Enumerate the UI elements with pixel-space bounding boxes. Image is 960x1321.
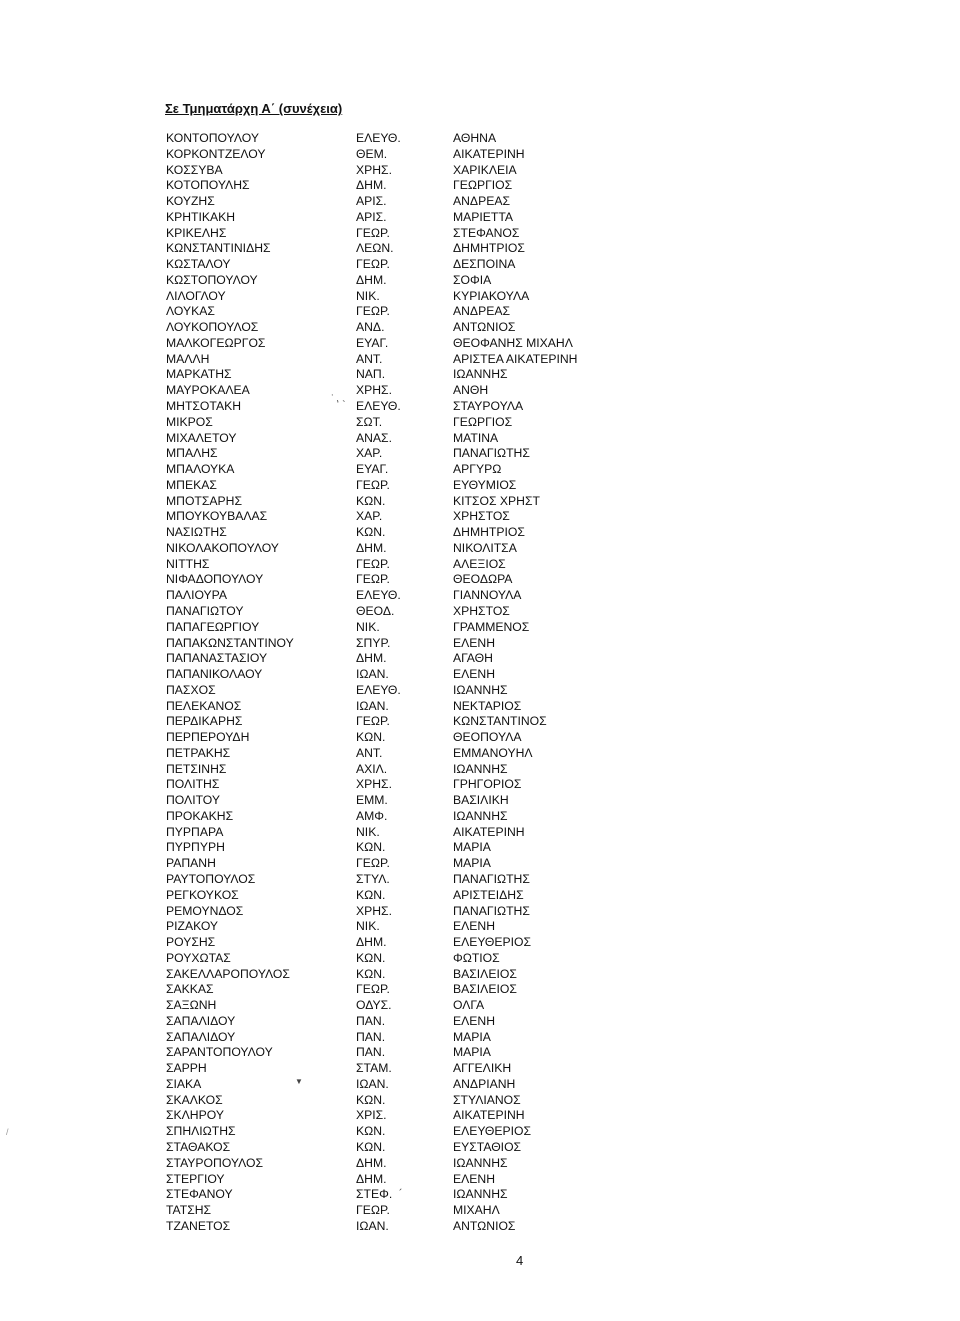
first-name-cell: ΕΛΕΥΘΕΡΙΟΣ [453, 935, 531, 950]
surname-cell: ΜΙΧΑΛΕΤΟΥ [166, 430, 237, 445]
first-name-cell: ΑΝΔΡΕΑΣ [453, 304, 510, 319]
first-name-cell: ΑΘΗΝΑ [453, 131, 497, 145]
surname-cell: ΣΑΡΡΗ [166, 1061, 207, 1076]
first-name-cell: ΕΛΕΥΘΕΡΙΟΣ [453, 1124, 531, 1139]
list-item [0, 1030, 960, 1046]
first-name-cell: ΑΝΔΡΙΑΝΗ [453, 1076, 516, 1091]
father-name-cell: ΑΡΙΣ. [356, 209, 387, 224]
list-item [0, 178, 960, 194]
list-item [0, 446, 960, 462]
list-item [0, 636, 960, 652]
father-name-cell: ΓΕΩΡ. [356, 556, 390, 571]
list-item [0, 604, 960, 620]
first-name-cell: ΑΝΘΗ [453, 383, 489, 398]
list-item [0, 1108, 960, 1124]
father-name-cell: ΑΝΤ. [356, 351, 383, 366]
father-name-cell: ΔΗΜ. [356, 1155, 387, 1170]
list-item [0, 919, 960, 935]
list-item [0, 793, 960, 809]
list-item [0, 509, 960, 525]
father-name-cell: ΛΕΩΝ. [356, 241, 394, 256]
father-name-cell: ΚΩΝ. [356, 1124, 386, 1139]
first-name-cell: ΚΥΡΙΑΚΟΥΛΑ [453, 288, 530, 303]
first-name-cell: ΓΕΩΡΓΙΟΣ [453, 178, 513, 193]
first-name-cell: ΑΝΤΩΝΙΟΣ [453, 320, 516, 335]
list-item [0, 525, 960, 541]
list-item [0, 746, 960, 762]
list-item [0, 226, 960, 242]
surname-cell: ΝΙΤΤΗΣ [166, 556, 210, 571]
surname-cell: ΡΟΥΣΗΣ [166, 935, 216, 950]
list-item [0, 210, 960, 226]
surname-cell: ΤΑΤΣΗΣ [166, 1203, 212, 1218]
list-item [0, 699, 960, 715]
list-item [0, 1045, 960, 1061]
father-name-cell: ΣΤΕΦ. [356, 1187, 393, 1202]
list-item [0, 1077, 960, 1093]
surname-cell: ΣΤΕΦΑΝΟΥ [166, 1187, 233, 1202]
surname-cell: ΜΠΑΛΗΣ [166, 446, 218, 461]
list-item [0, 352, 960, 368]
surname-cell: ΠΑΣΧΟΣ [166, 682, 216, 697]
first-name-cell: ΘΕΟΦΑΝΗΣ ΜΙΧΑΗΛ [453, 335, 573, 350]
first-name-cell: ΑΡΓΥΡΩ [453, 462, 502, 477]
father-name-cell: ΚΩΝ. [356, 1092, 386, 1107]
first-name-cell: ΟΛΓΑ [453, 998, 485, 1013]
surname-cell: ΣΚΑΛΚΟΣ [166, 1092, 223, 1107]
father-name-cell: ΑΜΦ. [356, 808, 388, 823]
first-name-cell: ΔΗΜΗΤΡΙΟΣ [453, 241, 525, 256]
surname-cell: ΛΙΛΟΓΛΟΥ [166, 288, 226, 303]
father-name-cell: ΚΩΝ. [356, 966, 386, 981]
first-name-cell: ΑΙΚΑΤΕΡΙΝΗ [453, 146, 525, 161]
father-name-cell: ΚΩΝ. [356, 887, 386, 902]
surname-cell: ΜΠΟΥΚΟΥΒΑΛΑΣ [166, 509, 268, 524]
first-name-cell: ΓΙΑΝΝΟΥΛΑ [453, 588, 522, 603]
list-item [0, 872, 960, 888]
surname-cell: ΛΟΥΚΟΠΟΥΛΟΣ [166, 320, 259, 335]
section-heading: Σε Τμηματάρχη Α΄ (συνέχεια) [165, 101, 343, 116]
father-name-cell: ΑΧΙΛ. [356, 761, 388, 776]
list-item [0, 967, 960, 983]
list-item [0, 415, 960, 431]
list-item [0, 367, 960, 383]
first-name-cell: ΒΑΣΙΛΕΙΟΣ [453, 966, 517, 981]
list-item [0, 982, 960, 998]
list-item [0, 777, 960, 793]
list-item [0, 257, 960, 273]
surname-cell: ΠΑΠΑΚΩΝΣΤΑΝΤΙΝΟΥ [166, 635, 294, 650]
list-item [0, 1187, 960, 1203]
father-name-cell: ΓΕΩΡ. [356, 572, 390, 587]
list-item [0, 194, 960, 210]
scan-speck-mark: ´ [399, 1188, 403, 1200]
list-item [0, 557, 960, 573]
first-name-cell: ΓΡΑΜΜΕΝΟΣ [453, 619, 530, 634]
first-name-cell: ΑΡΙΣΤΕΙΔΗΣ [453, 887, 524, 902]
surname-cell: ΚΟΝΤΟΠΟΥΛΟΥ [166, 131, 259, 145]
first-name-cell: ΕΛΕΝΗ [453, 919, 496, 934]
first-name-cell: ΙΩΑΝΝΗΣ [453, 367, 508, 382]
father-name-cell: ΔΗΜ. [356, 1171, 387, 1186]
surname-cell: ΚΟΥΖΗΣ [166, 194, 215, 209]
list-item [0, 462, 960, 478]
list-item [0, 1061, 960, 1077]
first-name-cell: ΔΕΣΠΟΙΝΑ [453, 257, 516, 272]
first-name-cell: ΜΑΡΙΑ [453, 856, 491, 871]
father-name-cell: ΕΛΕΥΘ. [356, 131, 401, 145]
father-name-cell: ΝΑΠ. [356, 367, 386, 382]
father-name-cell: ΔΗΜ. [356, 651, 387, 666]
surname-cell: ΠΑΛΙΟΥΡΑ [166, 588, 228, 603]
father-name-cell: ΕΛΕΥΘ. [356, 399, 401, 414]
surname-cell: ΠΑΝΑΓΙΩΤΟΥ [166, 603, 244, 618]
surname-cell: ΣΤΑΘΑΚΟΣ [166, 1140, 231, 1154]
list-item [0, 336, 960, 352]
father-name-cell: ΕΥΑΓ. [356, 335, 389, 350]
surname-cell: ΠΟΛΙΤΗΣ [166, 777, 220, 792]
first-name-cell: ΙΩΑΝΝΗΣ [453, 682, 508, 697]
father-name-cell: ΑΡΙΣ. [356, 194, 387, 209]
surname-cell: ΠΕΤΣΙΝΗΣ [166, 761, 227, 776]
list-item [0, 241, 960, 257]
first-name-cell: ΧΑΡΙΚΛΕΙΑ [453, 162, 517, 177]
surname-cell: ΡΑΠΑΝΗ [166, 856, 216, 871]
scan-speck-mark: / [6, 1127, 9, 1137]
first-name-cell: ΣΤΕΦΑΝΟΣ [453, 225, 520, 240]
surname-cell: ΠΕΤΡΑΚΗΣ [166, 745, 231, 760]
father-name-cell: ΓΕΩΡ. [356, 856, 390, 871]
surname-cell: ΝΙΦΑΔΟΠΟΥΛΟΥ [166, 572, 264, 587]
surname-cell: ΠΡΟΚΑΚΗΣ [166, 808, 234, 823]
surname-cell: ΡΟΥΧΩΤΑΣ [166, 950, 231, 965]
first-name-cell: ΝΙΚΟΛΙΤΣΑ [453, 540, 517, 555]
surname-cell: ΠΑΠΑΝΑΣΤΑΣΙΟΥ [166, 651, 268, 666]
first-name-cell: ΜΑΡΙΑ [453, 1029, 491, 1044]
father-name-cell: ΠΑΝ. [356, 1013, 386, 1028]
father-name-cell: ΙΩΑΝ. [356, 1218, 389, 1233]
father-name-cell: ΝΙΚ. [356, 619, 380, 634]
list-item [0, 478, 960, 494]
list-item [0, 651, 960, 667]
surname-cell: ΡΕΓΚΟΥΚΟΣ [166, 887, 239, 902]
list-item [0, 825, 960, 841]
father-name-cell: ΧΡΗΣ. [356, 903, 392, 918]
surname-cell: ΚΩΝΣΤΑΝΤΙΝΙΔΗΣ [166, 241, 271, 256]
surname-cell: ΚΟΡΚΟΝΤΖΕΛΟΥ [166, 146, 266, 161]
list-item [0, 935, 960, 951]
list-item [0, 289, 960, 305]
surname-cell: ΠΥΡΠΥΡΗ [166, 840, 225, 855]
surname-cell: ΣΤΕΡΓΙΟΥ [166, 1171, 225, 1186]
list-item [0, 431, 960, 447]
list-item [0, 1203, 960, 1219]
first-name-cell: ΜΙΧΑΗΛ [453, 1203, 500, 1218]
first-name-cell: ΜΑΡΙΑ [453, 840, 491, 855]
first-name-cell: ΒΑΣΙΛΙΚΗ [453, 793, 509, 808]
surname-cell: ΚΟΣΣΥΒΑ [166, 162, 223, 177]
father-name-cell: ΔΗΜ. [356, 272, 387, 287]
first-name-cell: ΕΥΘΥΜΙΟΣ [453, 477, 517, 492]
father-name-cell: ΕΛΕΥΘ. [356, 588, 401, 603]
father-name-cell: ΑΝΔ. [356, 320, 385, 335]
father-name-cell: ΚΩΝ. [356, 840, 386, 855]
list-item [0, 904, 960, 920]
list-item [0, 131, 960, 147]
first-name-cell: ΙΩΑΝΝΗΣ [453, 761, 508, 776]
first-name-cell: ΜΑΤΙΝΑ [453, 430, 499, 445]
surname-cell: ΠΑΠΑΓΕΩΡΓΙΟΥ [166, 619, 260, 634]
surname-cell: ΡΙΖΑΚΟΥ [166, 919, 219, 934]
father-name-cell: ΙΩΑΝ. [356, 667, 389, 682]
surname-cell: ΠΟΛΙΤΟΥ [166, 793, 221, 808]
list-item [0, 163, 960, 179]
first-name-cell: ΕΛΕΝΗ [453, 1171, 496, 1186]
list-item [0, 273, 960, 289]
father-name-cell: ΓΕΩΡ. [356, 714, 390, 729]
first-name-cell: ΧΡΗΣΤΟΣ [453, 603, 510, 618]
list-item [0, 541, 960, 557]
surname-cell: ΝΙΚΟΛΑΚΟΠΟΥΛΟΥ [166, 540, 279, 555]
surname-cell: ΝΑΣΙΩΤΗΣ [166, 525, 227, 540]
surname-cell: ΣΑΠΑΛΙΔΟΥ [166, 1029, 236, 1044]
surname-cell: ΠΥΡΠΑΡΑ [166, 824, 224, 839]
list-item [0, 320, 960, 336]
father-name-cell: ΚΩΝ. [356, 493, 386, 508]
list-item [0, 951, 960, 967]
list-item [0, 888, 960, 904]
father-name-cell: ΧΡΗΣ. [356, 383, 392, 398]
first-name-cell: ΑΙΚΑΤΕΡΙΝΗ [453, 1108, 525, 1123]
father-name-cell: ΕΜΜ. [356, 793, 388, 808]
surname-cell: ΜΑΛΚΟΓΕΩΡΓΟΣ [166, 335, 266, 350]
surname-cell: ΜΑΛΛΗ [166, 351, 210, 366]
first-name-cell: ΚΩΝΣΤΑΝΤΙΝΟΣ [453, 714, 547, 729]
surname-cell: ΚΩΣΤΟΠΟΥΛΟΥ [166, 272, 258, 287]
first-name-cell: ΙΩΑΝΝΗΣ [453, 808, 508, 823]
father-name-cell: ΝΙΚ. [356, 824, 380, 839]
list-item [0, 714, 960, 730]
surname-cell: ΜΠΑΛΟΥΚΑ [166, 462, 235, 477]
list-item [0, 1172, 960, 1188]
list-item [0, 147, 960, 163]
scan-speck-mark: ▼ [295, 1077, 303, 1086]
father-name-cell: ΠΑΝ. [356, 1029, 386, 1044]
surname-cell: ΚΩΣΤΑΛΟΥ [166, 257, 231, 272]
first-name-cell: ΝΕΚΤΑΡΙΟΣ [453, 698, 522, 713]
list-item [0, 667, 960, 683]
father-name-cell: ΓΕΩΡ. [356, 304, 390, 319]
father-name-cell: ΙΩΑΝ. [356, 698, 389, 713]
first-name-cell: ΑΡΙΣΤΕΑ ΑΙΚΑΤΕΡΙΝΗ [453, 351, 578, 366]
list-item [0, 399, 960, 415]
father-name-cell: ΚΩΝ. [356, 1140, 386, 1154]
father-name-cell: ΟΔΥΣ. [356, 998, 392, 1013]
first-name-cell: ΣΤΥΛΙΑΝΟΣ [453, 1092, 521, 1107]
father-name-cell: ΑΝΑΣ. [356, 430, 392, 445]
first-name-cell: ΑΓΓΕΛΙΚΗ [453, 1061, 512, 1076]
surname-cell: ΛΟΥΚΑΣ [166, 304, 215, 319]
list-item [0, 383, 960, 399]
first-name-cell: ΠΑΝΑΓΙΩΤΗΣ [453, 903, 530, 918]
first-name-cell: ΘΕΟΔΩΡΑ [453, 572, 513, 587]
surname-cell: ΣΑΠΑΛΙΔΟΥ [166, 1013, 236, 1028]
father-name-cell: ΚΩΝ. [356, 950, 386, 965]
father-name-cell: ΝΙΚ. [356, 288, 380, 303]
surname-cell: ΜΑΡΚΑΤΗΣ [166, 367, 232, 382]
first-name-cell: ΑΝΔΡΕΑΣ [453, 194, 510, 209]
father-name-cell: ΠΑΝ. [356, 1045, 386, 1060]
list-item [0, 856, 960, 872]
first-name-cell: ΘΕΟΠΟΥΛΑ [453, 730, 522, 745]
personnel-list [0, 131, 960, 1235]
father-name-cell: ΔΗΜ. [356, 178, 387, 193]
father-name-cell: ΙΩΑΝ. [356, 1076, 389, 1091]
first-name-cell: ΠΑΝΑΓΙΩΤΗΣ [453, 871, 530, 886]
surname-cell: ΜΠΟΤΣΑΡΗΣ [166, 493, 243, 508]
list-item [0, 1156, 960, 1172]
first-name-cell: ΜΑΡΙΕΤΤΑ [453, 209, 514, 224]
surname-cell: ΜΙΚΡΟΣ [166, 414, 213, 429]
list-item [0, 304, 960, 320]
father-name-cell: ΕΛΕΥΘ. [356, 682, 401, 697]
surname-cell: ΠΕΡΠΕΡΟΥΔΗ [166, 730, 250, 745]
surname-cell: ΜΑΥΡΟΚΑΛΕΑ [166, 383, 250, 398]
father-name-cell: ΣΠΥΡ. [356, 635, 391, 650]
page-number: 4 [516, 1253, 524, 1268]
father-name-cell: ΧΑΡ. [356, 446, 383, 461]
father-name-cell: ΚΩΝ. [356, 730, 386, 745]
list-item [0, 840, 960, 856]
first-name-cell: ΓΡΗΓΟΡΙΟΣ [453, 777, 522, 792]
father-name-cell: ΣΤΑΜ. [356, 1061, 392, 1076]
father-name-cell: ΣΤΥΛ. [356, 871, 390, 886]
father-name-cell: ΓΕΩΡ. [356, 1203, 390, 1218]
father-name-cell: ΘΕΟΔ. [356, 603, 395, 618]
father-name-cell: ΓΕΩΡ. [356, 257, 390, 272]
father-name-cell: ΧΡΗΣ. [356, 162, 392, 177]
list-item [0, 730, 960, 746]
surname-cell: ΠΑΠΑΝΙΚΟΛΑΟΥ [166, 667, 263, 682]
list-item [0, 683, 960, 699]
first-name-cell: ΕΥΣΤΑΘΙΟΣ [453, 1140, 522, 1154]
first-name-cell: ΣΤΑΥΡΟΥΛΑ [453, 399, 524, 414]
surname-cell: ΤΖΑΝΕΤΟΣ [166, 1218, 231, 1233]
scan-speck-mark: ˙‚ ˎ [330, 390, 347, 406]
first-name-cell: ΑΝΤΩΝΙΟΣ [453, 1218, 516, 1233]
father-name-cell: ΔΗΜ. [356, 540, 387, 555]
first-name-cell: ΔΗΜΗΤΡΙΟΣ [453, 525, 525, 540]
father-name-cell: ΔΗΜ. [356, 935, 387, 950]
surname-cell: ΚΡΗΤΙΚΑΚΗ [166, 209, 236, 224]
first-name-cell: ΑΛΕΞΙΟΣ [453, 556, 506, 571]
father-name-cell: ΕΥΑΓ. [356, 462, 389, 477]
list-item [0, 572, 960, 588]
surname-cell: ΣΑΞΩΝΗ [166, 998, 217, 1013]
first-name-cell: ΑΙΚΑΤΕΡΙΝΗ [453, 824, 525, 839]
first-name-cell: ΧΡΗΣΤΟΣ [453, 509, 510, 524]
first-name-cell: ΙΩΑΝΝΗΣ [453, 1155, 508, 1170]
first-name-cell: ΕΜΜΑΝΟΥΗΛ [453, 745, 533, 760]
father-name-cell: ΣΩΤ. [356, 414, 383, 429]
father-name-cell: ΓΕΩΡ. [356, 225, 390, 240]
first-name-cell: ΣΟΦΙΑ [453, 272, 492, 287]
surname-cell: ΣΚΛΗΡΟΥ [166, 1108, 224, 1123]
surname-cell: ΠΕΡΔΙΚΑΡΗΣ [166, 714, 243, 729]
first-name-cell: ΦΩΤΙΟΣ [453, 950, 500, 965]
father-name-cell: ΑΝΤ. [356, 745, 383, 760]
father-name-cell: ΓΕΩΡ. [356, 477, 390, 492]
list-item [0, 494, 960, 510]
surname-cell: ΜΠΕΚΑΣ [166, 477, 217, 492]
surname-cell: ΚΟΤΟΠΟΥΛΗΣ [166, 178, 250, 193]
father-name-cell: ΘΕΜ. [356, 146, 388, 161]
list-item [0, 809, 960, 825]
list-item [0, 620, 960, 636]
list-item [0, 1093, 960, 1109]
list-item [0, 1014, 960, 1030]
father-name-cell: ΚΩΝ. [356, 525, 386, 540]
list-item [0, 762, 960, 778]
surname-cell: ΣΠΗΛΙΩΤΗΣ [166, 1124, 236, 1139]
surname-cell: ΣΤΑΥΡΟΠΟΥΛΟΣ [166, 1155, 264, 1170]
first-name-cell: ΕΛΕΝΗ [453, 1013, 496, 1028]
first-name-cell: ΜΑΡΙΑ [453, 1045, 491, 1060]
surname-cell: ΚΡΙΚΕΛΗΣ [166, 225, 227, 240]
surname-cell: ΡΑΥΤΟΠΟΥΛΟΣ [166, 871, 256, 886]
list-item [0, 1124, 960, 1140]
surname-cell: ΣΙΑΚΑ [166, 1076, 202, 1091]
first-name-cell: ΠΑΝΑΓΙΩΤΗΣ [453, 446, 530, 461]
first-name-cell: ΒΑΣΙΛΕΙΟΣ [453, 982, 517, 997]
father-name-cell: ΧΡΗΣ. [356, 777, 392, 792]
first-name-cell: ΕΛΕΝΗ [453, 635, 496, 650]
first-name-cell: ΙΩΑΝΝΗΣ [453, 1187, 508, 1202]
father-name-cell: ΝΙΚ. [356, 919, 380, 934]
surname-cell: ΜΗΤΣΟΤΑΚΗ [166, 399, 242, 414]
first-name-cell: ΓΕΩΡΓΙΟΣ [453, 414, 513, 429]
surname-cell: ΡΕΜΟΥΝΔΟΣ [166, 903, 244, 918]
first-name-cell: ΑΓΑΘΗ [453, 651, 493, 666]
surname-cell: ΣΑΡΑΝΤΟΠΟΥΛΟΥ [166, 1045, 273, 1060]
surname-cell: ΣΑΚΚΑΣ [166, 982, 214, 997]
surname-cell: ΣΑΚΕΛΛΑΡΟΠΟΥΛΟΣ [166, 966, 290, 981]
list-item [0, 588, 960, 604]
father-name-cell: ΧΡΙΣ. [356, 1108, 387, 1123]
father-name-cell: ΧΑΡ. [356, 509, 383, 524]
surname-cell: ΠΕΛΕΚΑΝΟΣ [166, 698, 242, 713]
list-item [0, 1219, 960, 1235]
father-name-cell: ΓΕΩΡ. [356, 982, 390, 997]
first-name-cell: ΚΙΤΣΟΣ ΧΡΗΣΤ [453, 493, 540, 508]
list-item [0, 1140, 960, 1156]
list-item [0, 998, 960, 1014]
first-name-cell: ΕΛΕΝΗ [453, 667, 496, 682]
